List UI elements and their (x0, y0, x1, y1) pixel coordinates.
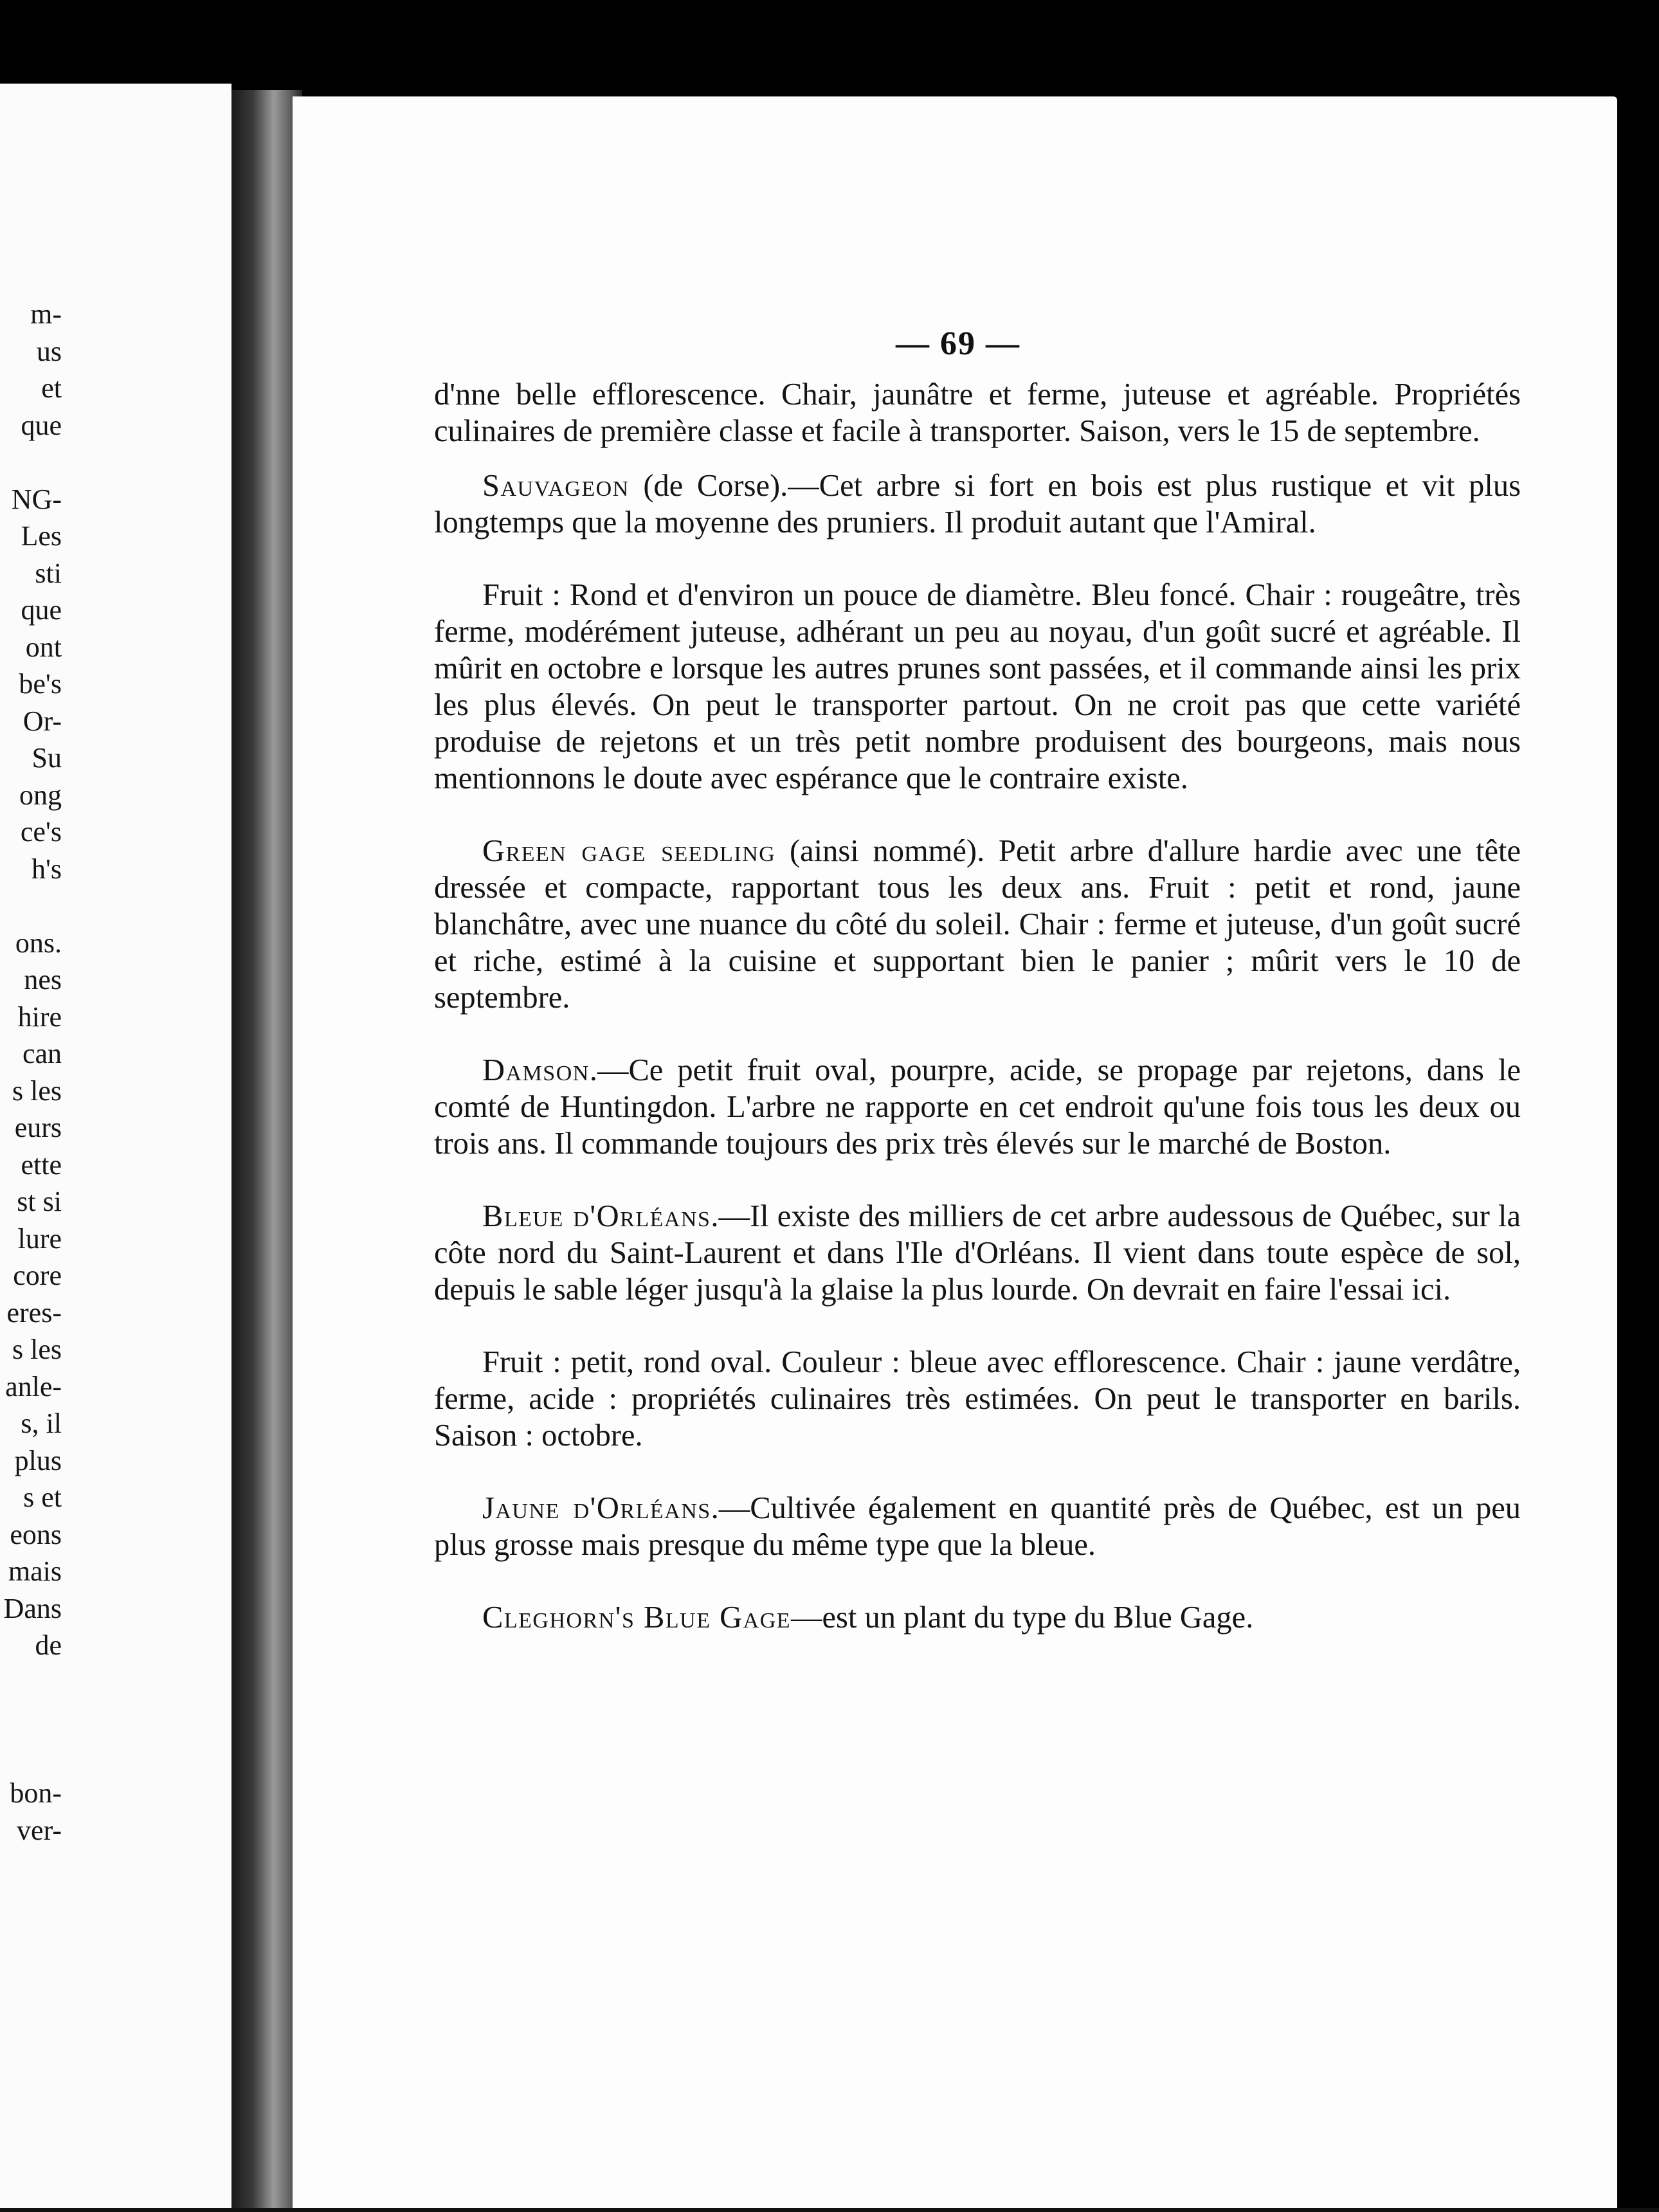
variety-description: (ainsi nommé). Petit arbre d'allure hardie avec une tête dressée et compacte, rapportant tous les deux ans. Fruit : petit et rond, jaune blanchâtre, avec une nuance du côté du soleil. Chair : ferme et juteuse, d'un goût sucré et riche, estimé à la cuisine et supportant bien le panier ; mûrit vers le 10 de septembre. (434, 834, 1521, 1015)
book-page (293, 96, 1617, 2212)
previous-page-line: core (13, 1260, 62, 1291)
variety-name: Damson (482, 1053, 590, 1087)
page-body (434, 376, 1521, 1636)
previous-page-line: lure (17, 1222, 62, 1255)
previous-page-line: hire (17, 1001, 62, 1033)
page-number: — 69 — (896, 325, 1020, 362)
cleghorn-paragraph (434, 1599, 1521, 1636)
book-gutter (231, 90, 302, 2212)
previous-page-line: st si (17, 1186, 62, 1217)
scan-edge (0, 2208, 1659, 2212)
damson-paragraph (434, 1052, 1521, 1162)
sauvageon-paragraph (434, 467, 1521, 541)
previous-page-line: s les (12, 1074, 62, 1107)
previous-page-line: et (41, 372, 62, 404)
previous-page-line: Dans (3, 1592, 62, 1624)
previous-page-line: mais (8, 1555, 62, 1587)
previous-page-line: que (21, 594, 62, 626)
previous-page-line: ver- (17, 1814, 62, 1846)
previous-page-line: ette (21, 1148, 62, 1181)
previous-page-line: Les (21, 520, 62, 552)
variety-name: Sauvageon (482, 469, 630, 503)
previous-page-line: ce's (20, 816, 62, 848)
previous-page-line (0, 1701, 62, 1738)
variety-name: Cleghorn's Blue Gage (482, 1600, 792, 1635)
previous-page-line: Or- (23, 705, 62, 737)
previous-page-line: can (22, 1038, 62, 1069)
previous-page (0, 84, 231, 2212)
previous-page-line: eres- (6, 1296, 62, 1328)
previous-page-line (0, 1738, 62, 1775)
previous-page-line: que (21, 409, 62, 441)
previous-page-line: s les (12, 1334, 62, 1365)
previous-page-line: m- (30, 298, 62, 330)
previous-page-line: h's (31, 853, 62, 885)
previous-page-line: sti (35, 557, 62, 589)
previous-page-line: nes (24, 964, 62, 995)
previous-page-line: be's (19, 668, 62, 700)
previous-page-line: NG- (11, 483, 62, 515)
variety-name: Bleue d'Orléans (482, 1199, 711, 1233)
variety-name: Green gage seedling (482, 834, 776, 868)
previous-page-line: Su (32, 742, 62, 774)
variety-description: (de Corse).—Cet arbre si fort en bois est plus rustique et vit plus longtemps que la moyenne des pruniers. Il produit autant que l'Amiral. (434, 469, 1521, 539)
previous-page-line: de (35, 1629, 62, 1661)
previous-page-line: plus (14, 1444, 62, 1476)
variety-description: .—Cultivée également en quantité près de Québec, est un peu plus grosse mais presque du même type que la bleue. (434, 1491, 1521, 1562)
previous-page-text-fragments (0, 296, 62, 1849)
variety-description: .—Il existe des milliers de cet arbre audessous de Québec, sur la côte nord du Saint-Laurent et dans l'Ile d'Orléans. Il vient dans toute espèce de sol, depuis le sable léger jusqu'à la glaise la plus lourde. On devrait en faire l'essai ici. (434, 1199, 1521, 1307)
variety-description: —est un plant du type du Blue Gage. (791, 1600, 1254, 1635)
intro-paragraph: d'nne belle efflorescence. Chair, jaunâtre et ferme, juteuse et agréable. Propriétés culinaires de première classe et facile à transporter. Saison, vers le 15 de septembre. (434, 377, 1521, 448)
previous-page-line: eons (10, 1518, 62, 1550)
previous-page-line (0, 887, 62, 925)
previous-page-line: us (36, 335, 62, 367)
previous-page-line: anle- (5, 1370, 62, 1402)
previous-page-line (0, 1664, 62, 1701)
previous-page-line: ons. (15, 927, 62, 959)
previous-page-line: ont (25, 631, 62, 663)
previous-page-line: eurs (14, 1112, 62, 1143)
bleue-orleans-paragraph (434, 1198, 1521, 1308)
previous-page-line: ong (19, 779, 62, 811)
variety-name: Jaune d'Orléans (482, 1491, 711, 1525)
previous-page-line: bon- (10, 1777, 62, 1809)
previous-page-line: s, il (21, 1408, 62, 1439)
sauvageon-fruit-paragraph: Fruit : Rond et d'environ un pouce de diamètre. Bleu foncé. Chair : rougeâtre, très ferme, modérément juteuse, adhérant un peu au noyau, d'un goût sucré et agréable. Il mûrit en octobre e lorsque les autres prunes sont passées, et il commande ainsi les prix les plus élevés. On peut le transporter partout. On ne croit pas que cette variété produise de rejetons et un très petit nombre produisent des bourgeons, mais nous mentionnons le doute avec espérance que le contraire existe. (434, 578, 1521, 795)
previous-page-line (0, 444, 62, 481)
bleue-fruit-paragraph: Fruit : petit, rond oval. Couleur : bleue avec efflorescence. Chair : jaune verdâtre, ferme, acide : propriétés culinaires très estimées. On peut le transporter en barils. Saison : octobre. (434, 1345, 1521, 1453)
green-gage-paragraph (434, 833, 1521, 1016)
jaune-orleans-paragraph (434, 1490, 1521, 1563)
previous-page-line: s et (23, 1482, 62, 1513)
variety-description: .—Ce petit fruit oval, pourpre, acide, se propage par rejetons, dans le comté de Huntingdon. L'arbre ne rapporte en cet endroit qu'une fois tous les deux ou trois ans. Il commande toujours des prix très élevés sur le marché de Boston. (434, 1053, 1521, 1161)
